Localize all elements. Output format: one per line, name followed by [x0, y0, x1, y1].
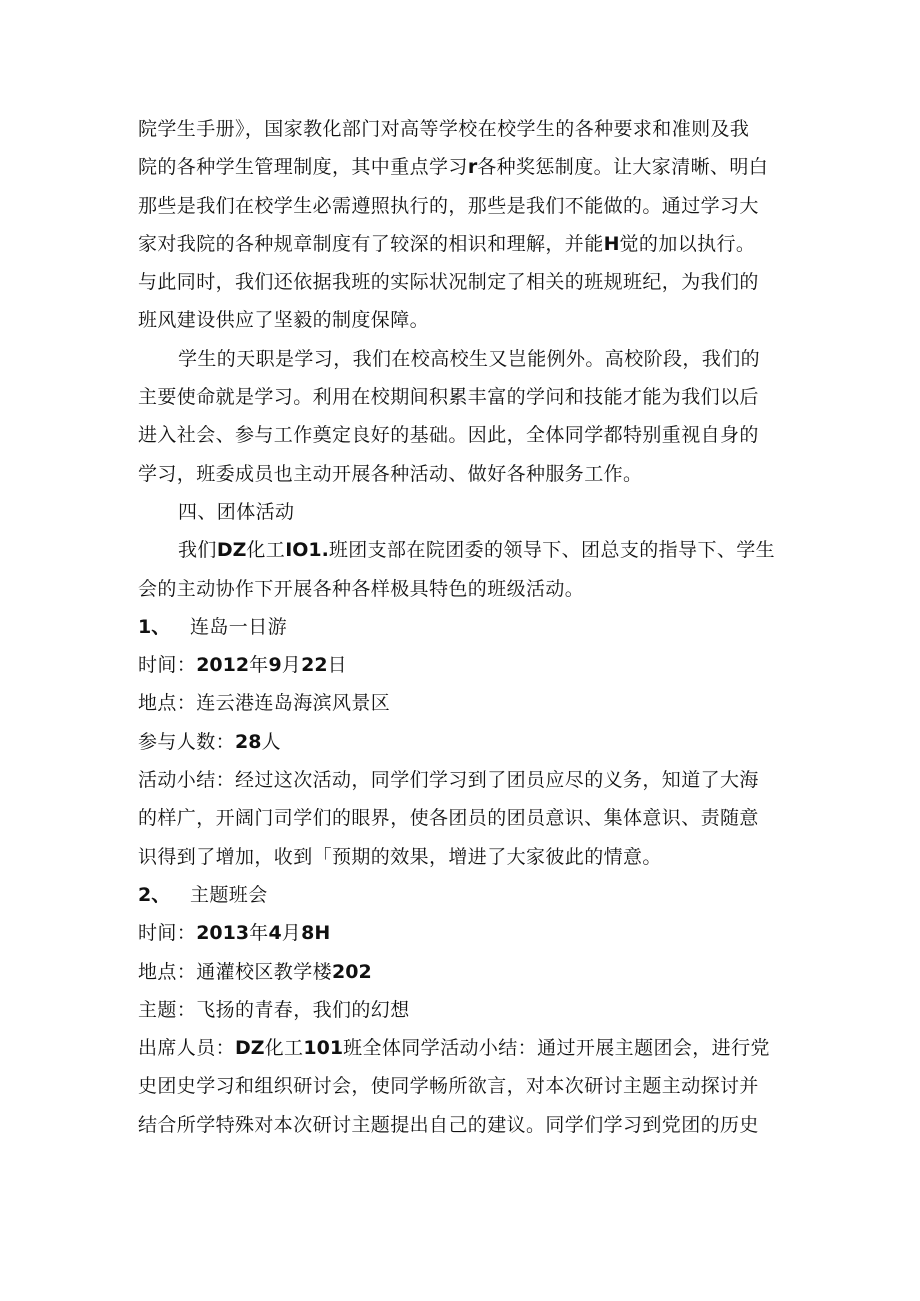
activity-theme: 主题：飞扬的青春，我们的幻想 — [138, 998, 410, 1021]
paragraph-line: 家对我院的各种规章制度有了较深的相识和理解，并能H觉的加以执行。 — [138, 232, 756, 255]
activity-location: 地点：连云港连岛海滨风景区 — [138, 692, 391, 715]
paragraph-line: 与此同时，我们还依据我班的实际状况制定了相关的班规班纪，为我们的 — [138, 271, 759, 294]
paragraph-line: 进入社会、参与工作奠定良好的基础。因此，全体同学都特别重视自身的 — [138, 424, 759, 447]
activity-location: 地点：通灌校区教学楼202 — [138, 960, 372, 983]
activity-heading — [138, 608, 788, 646]
paragraph-line: 那些是我们在校学生必需遵照执行的，那些是我们不能做的。通过学习大 — [138, 194, 759, 217]
paragraph-line: 结合所学特殊对本次研讨主题提出自己的建议。同学们学习到党团的历史 — [138, 1113, 759, 1136]
paragraph-line: 我们DZ化工IO1.班团支部在院团委的领导下、团总支的指导下、学生 — [178, 539, 776, 562]
paragraph-line: 学习，班委成员也主动开展各种活动、做好各种服务工作。 — [138, 462, 643, 485]
paragraph-line: 出席人员：DZ化工101班全体同学活动小结：通过开展主题团会，进行党 — [138, 1037, 770, 1060]
paragraph-line: 史团史学习和组织研讨会，使同学畅所欲言，对本次研讨主题主动探讨并 — [138, 1075, 759, 1098]
activity-heading — [138, 876, 788, 914]
paragraph-line: 班风建设供应了坚毅的制度保障。 — [138, 309, 430, 332]
paragraph-line: 学生的天职是学习，我们在校高校生又岂能例外。高校阶段，我们的 — [178, 347, 761, 370]
paragraph-line: 识得到了增加，收到「预期的效果，增进了大家彼此的情意。 — [138, 845, 662, 868]
activity-title: 连岛一日游 — [190, 615, 288, 638]
paragraph-line: 院学生手册》，国家教化部门对高等学校在校学生的各种要求和准则及我 — [138, 118, 750, 140]
document-body — [138, 110, 788, 1144]
paragraph-line: 会的主动协作下开展各种各样极具特色的班级活动。 — [138, 577, 585, 600]
paragraph-line: 院的各种学生管理制度，其中重点学习r各种奖惩制度。让大家清晰、明白 — [138, 156, 769, 179]
paragraph-line: 活动小结：经过这次活动，同学们学习到了团员应尽的义务，知道了大海 — [138, 769, 759, 792]
activity-participants: 参与人数：28人 — [138, 730, 281, 753]
activity-number: 1、 — [138, 615, 171, 638]
section-heading: 四、团体活动 — [178, 500, 295, 523]
paragraph-line: 的样广，开阔门司学们的眼界，使各团员的团员意识、集体意识、责随意 — [138, 807, 759, 830]
paragraph-line: 主要使命就是学习。利用在校期间积累丰富的学问和技能才能为我们以后 — [138, 386, 759, 409]
activity-number: 2、 — [138, 883, 171, 906]
activity-title: 主题班会 — [190, 883, 268, 906]
activity-date: 时间：2013年4月8H — [138, 922, 331, 945]
activity-date: 时间：2012年9月22日 — [138, 654, 347, 677]
